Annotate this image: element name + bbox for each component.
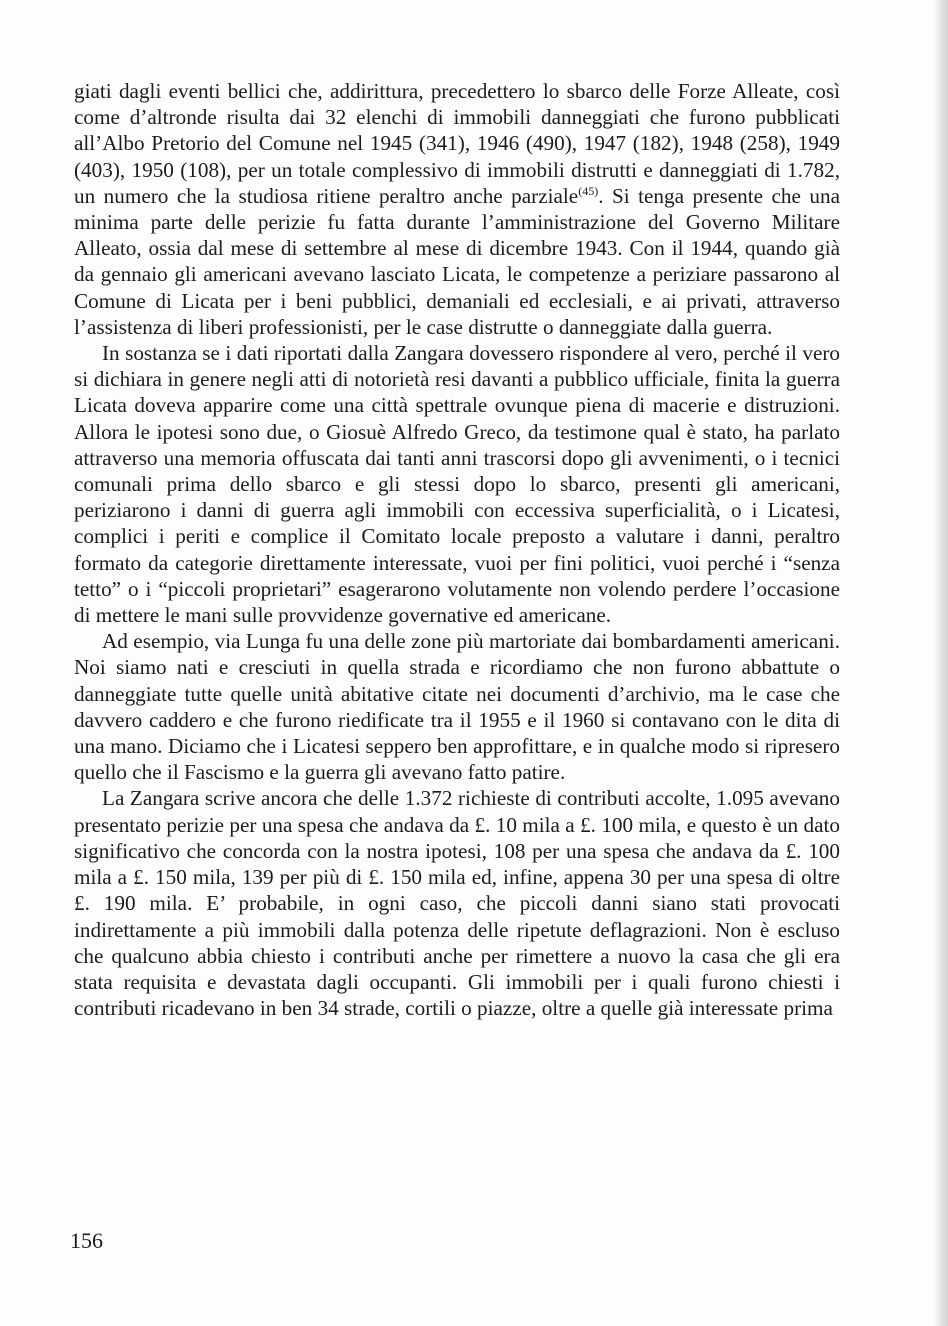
paragraph-1-continuation: . Si tenga presente che una minima parte delle perizie fu fatta durante l’amministrazione del Governo Militare Alleato, ossia dal mese di settembre al mese di dicembre 1943. Con il 1944, quando già da gennaio gli americani avevano lasciato Licata, le competenze a periziare passarono al Comune di Licata per i beni pubblici, demaniali ed ecclesiali, e ai privati, attraverso l’assistenza di liberi professionisti, per le case distrutte o danneggiate dalla guerra. <box>74 183 840 339</box>
paragraph-3: Ad esempio, via Lunga fu una delle zone più martoriate dai bombardamenti americani. Noi siamo nati e cresciuti in quella strada e ricordiamo che non furono abbattute o danneggiate tutte quelle unità abitative citate nei documenti d’archivio, ma le case che davvero caddero e che furono riedificate tra il 1955 e il 1960 si contavano con le dita di una mano. Diciamo che i Licatesi seppero ben approfittare, e in qualche modo si ripresero quello che il Fascismo e la guerra gli avevano fatto patire. <box>74 629 840 785</box>
paragraph-2: In sostanza se i dati riportati dalla Zangara dovessero rispondere al vero, perché il vero si dichiara in genere negli atti di notorietà resi davanti a pubblico ufficiale, finita la guerra Licata doveva apparire come una città spettrale ovunque piena di macerie e distruzioni. Allora le ipotesi sono due, o Giosuè Alfredo Greco, da testimone qual è stato, ha parlato attraverso una memoria offuscata dai tanti anni trascorsi dopo gli avvenimenti, o i tecnici comunali prima dello sbarco e gli stessi dopo lo sbarco, presenti gli americani, periziarono i danni di guerra agli immobili con eccessiva superficialità, o i Licatesi, complici i periti e complice il Comitato locale preposto a valutare i danni, peraltro formato da categorie direttamente interessate, vuoi per fini politici, vuoi perché i “senza tetto” o i “piccoli proprietari” esagerarono volutamente non volendo perdere l’occasione di mettere le mani sulle provvidenze governative ed americane. <box>74 341 840 628</box>
page-number: 156 <box>70 1228 103 1253</box>
footnote-reference: (45) <box>578 183 599 198</box>
paragraph-1 <box>74 78 840 340</box>
paragraph-1-text: giati dagli eventi bellici che, addirittura, precedettero lo sbarco delle Forze Alleate, così come d’altronde risulta dai 32 elenchi di immobili danneggiati che furono pubblicati all’Albo Pretorio del Comune nel 1945 (341), 1946 (490), 1947 (182), 1948 (258), 1949 (403), 1950 (108), per un totale complessivo di immobili distrutti e danneggiati di 1.782, un numero che la studiosa ritiene peraltro anche parziale <box>74 79 840 208</box>
page-edge-shadow <box>934 0 948 1326</box>
body-text <box>74 78 840 1021</box>
paragraph-4: La Zangara scrive ancora che delle 1.372 richieste di contributi accolte, 1.095 avevano presentato perizie per una spesa che andava da £. 10 mila a £. 100 mila, e questo è un dato significativo che concorda con la nostra ipotesi, 108 per una spesa che andava da £. 100 mila a £. 150 mila, 139 per più di £. 150 mila ed, infine, appena 30 per una spesa di oltre £. 190 mila. E’ probabile, in ogni caso, che piccoli danni siano stati provocati indirettamente a più immobili dalla potenza delle ripetute deflagrazioni. Non è escluso che qualcuno abbia chiesto i contributi anche per rimettere a nuovo la casa che gli era stata requisita e devastata dagli occupanti. Gli immobili per i quali furono chiesti i contributi ricadevano in ben 34 strade, cortili o piazze, oltre a quelle già interessate prima <box>74 786 840 1021</box>
